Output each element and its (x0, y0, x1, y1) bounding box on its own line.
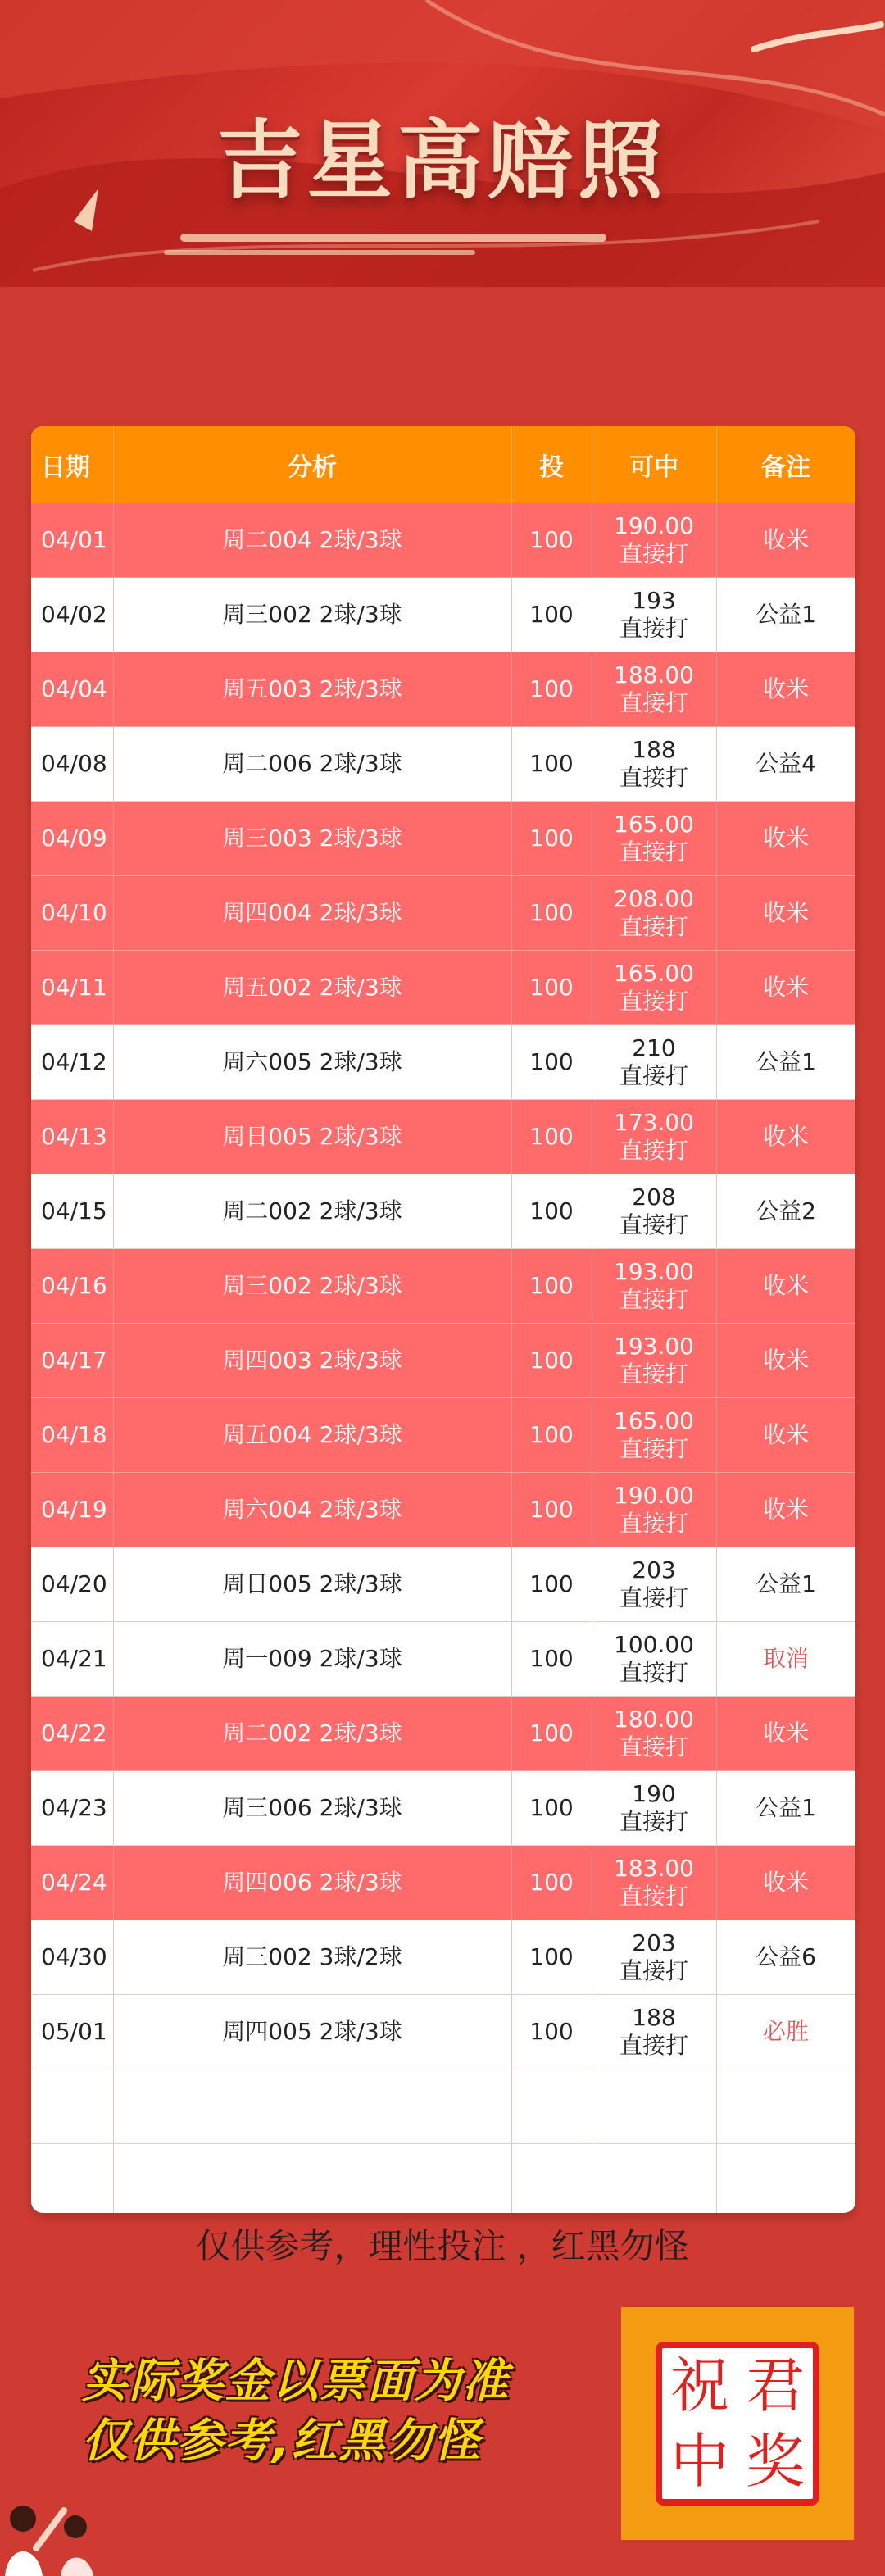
table-row (31, 1025, 856, 1100)
cell-payout (592, 1846, 716, 1920)
disclaimer-text: 仅供参考，理性投注 ，红黑勿怪 (196, 2226, 689, 2266)
cell-stake: 100 (511, 1473, 592, 1547)
column-header-note: 备注 (716, 426, 856, 503)
cell-stake: 100 (511, 951, 592, 1025)
cell-payout (592, 876, 716, 951)
table-row (31, 951, 856, 1025)
seal-char-1: 祝 (669, 2351, 729, 2420)
cell-note: 收米 (716, 802, 856, 876)
cell-note: 公益1 (716, 1547, 856, 1622)
cell-analysis: 周四003 2球/3球 (113, 1324, 511, 1398)
table-row (31, 727, 856, 802)
payout-method: 直接打 (619, 689, 688, 716)
cell-note: 收米 (716, 1697, 856, 1771)
cell-stake: 100 (511, 503, 592, 578)
cell-stake: 100 (511, 1174, 592, 1249)
cell-payout (592, 1249, 716, 1324)
payout-amount: 210 (632, 1034, 676, 1062)
cell-payout (592, 1622, 716, 1697)
table-row (31, 1846, 856, 1920)
cell-payout (592, 1920, 716, 1995)
results-table-container (31, 426, 856, 2213)
table-row (31, 1771, 856, 1846)
cell-stake: 100 (511, 1771, 592, 1846)
cell-analysis: 周四004 2球/3球 (113, 876, 511, 951)
cell-note: 收米 (716, 1324, 856, 1398)
payout-method: 直接打 (619, 1435, 688, 1462)
payout-amount: 165.00 (614, 960, 694, 988)
cell-analysis: 周五002 2球/3球 (113, 951, 511, 1025)
table-row (31, 1249, 856, 1324)
table-row (31, 1697, 856, 1771)
payout-amount: 190 (632, 1780, 676, 1808)
payout-amount: 193.00 (614, 1258, 694, 1286)
figure-illustration (0, 2494, 115, 2576)
table-row (31, 652, 856, 727)
payout-amount: 208.00 (614, 885, 694, 913)
table-row (31, 578, 856, 652)
table-row (31, 1920, 856, 1995)
payout-amount: 188 (632, 736, 676, 764)
cell-stake: 100 (511, 802, 592, 876)
table-row (31, 1622, 856, 1697)
payout-amount: 190.00 (614, 512, 694, 540)
cell-note: 公益1 (716, 1771, 856, 1846)
payout-amount: 188 (632, 2004, 676, 2032)
seal-stamp (656, 2342, 819, 2506)
cell-analysis: 周日005 2球/3球 (113, 1100, 511, 1174)
cell-date: 04/16 (31, 1249, 113, 1324)
cell-stake: 100 (511, 578, 592, 652)
cell-stake: 100 (511, 1697, 592, 1771)
cell-analysis: 周六005 2球/3球 (113, 1025, 511, 1100)
cell-note: 收米 (716, 1249, 856, 1324)
cell-stake: 100 (511, 876, 592, 951)
payout-method: 直接打 (619, 988, 688, 1015)
cell-note: 收米 (716, 652, 856, 727)
cell-payout (592, 503, 716, 578)
payout-method: 直接打 (619, 1808, 688, 1835)
cell-payout (592, 1174, 716, 1249)
cell-date: 04/12 (31, 1025, 113, 1100)
payout-method: 直接打 (619, 1286, 688, 1313)
table-row (31, 802, 856, 876)
cell-stake: 100 (511, 1920, 592, 1995)
payout-method: 直接打 (619, 1733, 688, 1760)
payout-amount: 193 (632, 587, 676, 615)
seal-char-2: 君 (745, 2351, 805, 2420)
empty-cell (511, 2069, 592, 2144)
cell-payout (592, 1547, 716, 1622)
cell-stake: 100 (511, 1324, 592, 1398)
empty-cell (592, 2144, 716, 2214)
payout-method: 直接打 (619, 1957, 688, 1984)
page-title: 吉星高赔照 (216, 111, 668, 211)
payout-amount: 165.00 (614, 811, 694, 838)
table-row (31, 1324, 856, 1398)
payout-method: 直接打 (619, 2032, 688, 2059)
cell-analysis: 周二004 2球/3球 (113, 503, 511, 578)
cell-analysis: 周三003 2球/3球 (113, 802, 511, 876)
cell-note: 收米 (716, 503, 856, 578)
payout-amount: 188.00 (614, 661, 694, 689)
payout-amount: 193.00 (614, 1333, 694, 1361)
table-row (31, 1473, 856, 1547)
cell-note: 公益6 (716, 1920, 856, 1995)
table-row (31, 1995, 856, 2069)
payout-amount: 190.00 (614, 1482, 694, 1510)
cell-date: 04/08 (31, 727, 113, 802)
cell-date: 04/20 (31, 1547, 113, 1622)
cell-analysis: 周三002 2球/3球 (113, 1249, 511, 1324)
cell-date: 04/22 (31, 1697, 113, 1771)
cell-date: 04/18 (31, 1398, 113, 1473)
cell-analysis: 周三002 2球/3球 (113, 578, 511, 652)
cell-note: 收米 (716, 1100, 856, 1174)
payout-amount: 203 (632, 1556, 676, 1584)
cell-date: 04/01 (31, 503, 113, 578)
empty-table-row (31, 2069, 856, 2144)
seal-badge (621, 2307, 854, 2540)
payout-method: 直接打 (619, 1361, 688, 1388)
empty-cell (511, 2144, 592, 2214)
cell-analysis: 周三002 3球/2球 (113, 1920, 511, 1995)
payout-method: 直接打 (619, 764, 688, 791)
cell-note: 收米 (716, 1398, 856, 1473)
cell-note: 公益1 (716, 1025, 856, 1100)
cell-analysis: 周三006 2球/3球 (113, 1771, 511, 1846)
empty-cell (113, 2144, 511, 2214)
cell-date: 04/02 (31, 578, 113, 652)
cell-payout (592, 1100, 716, 1174)
cell-note: 收米 (716, 951, 856, 1025)
cell-payout (592, 1025, 716, 1100)
cell-stake: 100 (511, 652, 592, 727)
cell-analysis: 周日005 2球/3球 (113, 1547, 511, 1622)
cell-stake: 100 (511, 1025, 592, 1100)
cell-payout (592, 951, 716, 1025)
payout-method: 直接打 (619, 1510, 688, 1537)
cell-note: 公益2 (716, 1174, 856, 1249)
payout-amount: 180.00 (614, 1706, 694, 1733)
payout-method: 直接打 (619, 838, 688, 865)
payout-method: 直接打 (619, 913, 688, 940)
cell-date: 04/17 (31, 1324, 113, 1398)
cell-analysis: 周五004 2球/3球 (113, 1398, 511, 1473)
seal-char-4: 奖 (745, 2427, 805, 2496)
cell-analysis: 周四005 2球/3球 (113, 1995, 511, 2069)
table-header-row (31, 426, 856, 503)
cell-analysis: 周二002 2球/3球 (113, 1697, 511, 1771)
payout-method: 直接打 (619, 1659, 688, 1686)
cell-analysis: 周二006 2球/3球 (113, 727, 511, 802)
payout-amount: 183.00 (614, 1855, 694, 1883)
cell-stake: 100 (511, 1995, 592, 2069)
empty-table-row (31, 2144, 856, 2214)
cell-date: 04/24 (31, 1846, 113, 1920)
cell-stake: 100 (511, 1846, 592, 1920)
empty-cell (31, 2144, 113, 2214)
cell-payout (592, 578, 716, 652)
empty-cell (31, 2069, 113, 2144)
cell-stake: 100 (511, 1100, 592, 1174)
banner (0, 0, 885, 287)
empty-cell (113, 2069, 511, 2144)
cell-date: 04/09 (31, 802, 113, 876)
slogan-line-2: 仅供参考,红黑勿怪 (82, 2414, 482, 2468)
cell-stake: 100 (511, 1622, 592, 1697)
payout-amount: 100.00 (614, 1631, 694, 1659)
cell-payout (592, 1697, 716, 1771)
cell-payout (592, 1995, 716, 2069)
slogan-line-1: 实际奖金以票面为准 (82, 2355, 510, 2408)
table-row (31, 1547, 856, 1622)
empty-cell (592, 2069, 716, 2144)
payout-amount: 208 (632, 1184, 676, 1211)
cell-note: 必胜 (716, 1995, 856, 2069)
payout-method: 直接打 (619, 1211, 688, 1238)
column-header-stake: 投 (511, 426, 592, 503)
cell-date: 04/15 (31, 1174, 113, 1249)
cell-date: 04/19 (31, 1473, 113, 1547)
cell-date: 04/21 (31, 1622, 113, 1697)
cell-stake: 100 (511, 1398, 592, 1473)
cell-note: 收米 (716, 876, 856, 951)
payout-amount: 203 (632, 1929, 676, 1957)
column-header-analysis: 分析 (113, 426, 511, 503)
table-row (31, 1100, 856, 1174)
cell-note: 取消 (716, 1622, 856, 1697)
payout-amount: 173.00 (614, 1109, 694, 1137)
cell-analysis: 周四006 2球/3球 (113, 1846, 511, 1920)
seal-char-3: 中 (669, 2427, 729, 2496)
column-header-date: 日期 (31, 426, 113, 503)
cell-analysis: 周二002 2球/3球 (113, 1174, 511, 1249)
cell-analysis: 周一009 2球/3球 (113, 1622, 511, 1697)
results-table (31, 426, 856, 2213)
table-row (31, 503, 856, 578)
cell-note: 公益1 (716, 578, 856, 652)
cell-date: 04/10 (31, 876, 113, 951)
cell-payout (592, 1771, 716, 1846)
table-row (31, 876, 856, 951)
cell-stake: 100 (511, 1249, 592, 1324)
cell-payout (592, 1473, 716, 1547)
payout-method: 直接打 (619, 1883, 688, 1910)
cell-note: 收米 (716, 1473, 856, 1547)
payout-method: 直接打 (619, 540, 688, 567)
empty-cell (716, 2144, 856, 2214)
empty-cell (716, 2069, 856, 2144)
cell-date: 04/11 (31, 951, 113, 1025)
cell-stake: 100 (511, 1547, 592, 1622)
cell-payout (592, 652, 716, 727)
cell-analysis: 周五003 2球/3球 (113, 652, 511, 727)
cell-date: 04/13 (31, 1100, 113, 1174)
cell-date: 04/30 (31, 1920, 113, 1995)
table-row (31, 1398, 856, 1473)
cell-analysis: 周六004 2球/3球 (113, 1473, 511, 1547)
cell-date: 04/23 (31, 1771, 113, 1846)
table-row (31, 1174, 856, 1249)
cell-date: 05/01 (31, 1995, 113, 2069)
cell-note: 收米 (716, 1846, 856, 1920)
payout-amount: 165.00 (614, 1407, 694, 1435)
slogan (82, 2352, 510, 2472)
payout-method: 直接打 (619, 1137, 688, 1164)
table-body (31, 503, 856, 2213)
cell-payout (592, 1398, 716, 1473)
payout-method: 直接打 (619, 615, 688, 642)
column-header-payout: 可中 (592, 426, 716, 503)
payout-method: 直接打 (619, 1062, 688, 1089)
payout-method: 直接打 (619, 1584, 688, 1611)
cell-payout (592, 727, 716, 802)
cell-payout (592, 1324, 716, 1398)
cell-stake: 100 (511, 727, 592, 802)
cell-note: 公益4 (716, 727, 856, 802)
cell-payout (592, 802, 716, 876)
cell-date: 04/04 (31, 652, 113, 727)
